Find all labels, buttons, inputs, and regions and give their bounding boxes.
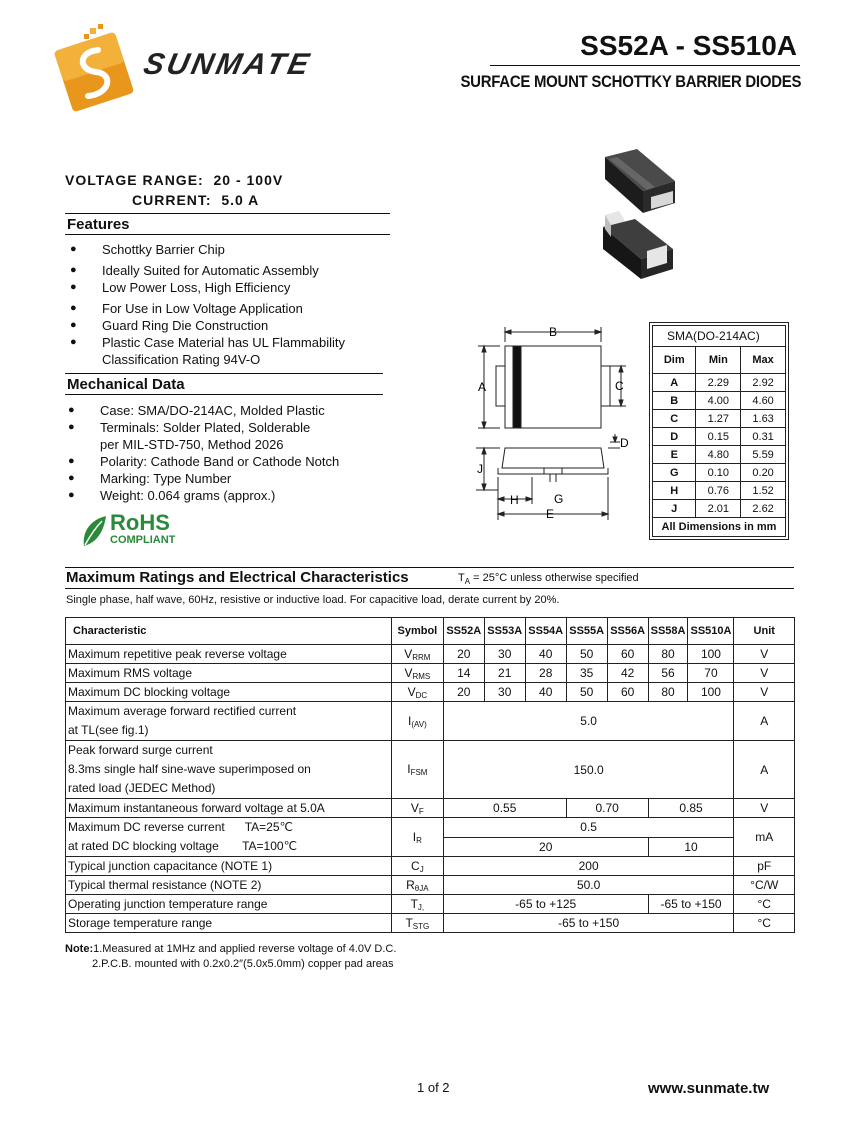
table-row — [66, 876, 795, 895]
title-rule — [490, 65, 800, 66]
dim-cell: 2.29 — [696, 374, 741, 392]
unit-cell: V — [734, 645, 795, 664]
features-heading: Features — [67, 216, 130, 233]
list-item: ● Guard Ring Die Construction — [66, 317, 396, 334]
value-cell: 35 — [566, 664, 607, 683]
temp-note-sub: A — [464, 577, 471, 587]
row-symbol — [391, 799, 443, 818]
note-2: 2.P.C.B. mounted with 0.2x0.2″(5.0x5.0mm) copper pad areas — [92, 958, 394, 970]
symbol-sub: J — [419, 864, 424, 874]
table-row — [653, 446, 786, 464]
row-label: Typical junction capacitance (NOTE 1) — [66, 857, 392, 876]
value-cell: 14 — [443, 664, 484, 683]
symbol-sub: R — [416, 835, 422, 845]
ratings-temp-note — [458, 572, 639, 586]
ratings-bottom-rule — [65, 588, 794, 589]
outline-drawing — [470, 322, 630, 522]
symbol-sub: DC — [415, 690, 428, 700]
dim-header: Min — [696, 347, 741, 374]
features-top-rule — [65, 213, 390, 214]
voltage-label: VOLTAGE RANGE: — [65, 172, 204, 188]
brand-name: SUNMATE — [140, 48, 315, 81]
mechanical-list — [64, 402, 394, 504]
mechanical-heading: Mechanical Data — [67, 376, 185, 393]
col-symbol: Symbol — [391, 618, 443, 645]
row-symbol — [391, 914, 443, 933]
value-cell: 30 — [484, 683, 525, 702]
row-symbol — [391, 741, 443, 799]
page-subtitle: SURFACE MOUNT SCHOTTKY BARRIER DIODES — [460, 72, 801, 91]
rohs-text: RoHS — [110, 510, 170, 535]
dim-cell: E — [653, 446, 696, 464]
dim-label-j: J — [477, 462, 483, 476]
dim-cell: 2.01 — [696, 500, 741, 518]
dim-header: Max — [741, 347, 786, 374]
row-label: Typical thermal resistance (NOTE 2) — [66, 876, 392, 895]
voltage-range — [65, 172, 283, 188]
dim-label-d: D — [620, 436, 629, 450]
row-symbol — [391, 645, 443, 664]
dim-label-b: B — [549, 325, 558, 339]
col-part: SS58A — [648, 618, 688, 645]
rohs-compliant: COMPLIANT — [110, 534, 176, 546]
table-row — [66, 702, 795, 741]
table-row — [66, 895, 795, 914]
label-line: 8.3ms single half sine-wave superimposed on — [68, 762, 311, 776]
list-item: ● Schottky Barrier Chip — [66, 241, 396, 258]
symbol-sub: RMS — [412, 671, 431, 681]
col-part: SS55A — [566, 618, 607, 645]
mechanical-bottom-rule — [65, 394, 383, 395]
dim-table-footer: All Dimensions in mm — [653, 518, 786, 537]
row-symbol — [391, 818, 443, 857]
unit-cell: °C/W — [734, 876, 795, 895]
table-row — [653, 482, 786, 500]
logo-emblem-icon — [48, 22, 140, 114]
symbol-main: I — [407, 713, 412, 728]
label-line: Maximum DC reverse current — [68, 820, 225, 834]
list-item: ● For Use in Low Voltage Application — [66, 300, 396, 317]
value-cell: 40 — [525, 645, 566, 664]
col-part: SS56A — [607, 618, 648, 645]
symbol-main: I — [412, 829, 417, 844]
value-cell: 0.70 — [566, 799, 648, 818]
col-part: SS53A — [484, 618, 525, 645]
page-title: SS52A - SS510A — [580, 30, 797, 61]
value-cell: 100 — [688, 683, 734, 702]
dim-cell: 1.63 — [741, 410, 786, 428]
table-header-row — [66, 618, 795, 645]
label-line: at TL(see fig.1) — [68, 723, 149, 737]
unit-cell: °C — [734, 895, 795, 914]
dim-cell: B — [653, 392, 696, 410]
unit-cell: V — [734, 799, 795, 818]
unit-cell: A — [734, 741, 795, 799]
dimension-table-box — [649, 322, 789, 540]
value-cell: 20 — [443, 683, 484, 702]
table-row — [66, 818, 795, 838]
value-cell: -65 to +125 — [443, 895, 648, 914]
symbol-main: V — [407, 684, 416, 699]
table-row — [653, 500, 786, 518]
mechanical-top-rule — [65, 373, 383, 374]
table-row — [653, 392, 786, 410]
ratings-heading: Maximum Ratings and Electrical Characteristics — [66, 569, 409, 586]
table-row — [66, 857, 795, 876]
ratings-table — [65, 617, 795, 933]
col-part: SS510A — [688, 618, 734, 645]
dim-label-g: G — [554, 492, 564, 506]
value-cell: -65 to +150 — [648, 895, 734, 914]
list-item: ● Marking: Type Number — [64, 470, 394, 487]
label-line: Maximum average forward rectified current — [68, 704, 297, 718]
row-symbol — [391, 664, 443, 683]
value-cell: 20 — [443, 837, 648, 857]
dim-cell: 2.62 — [741, 500, 786, 518]
leaf-icon — [80, 514, 108, 548]
dim-cell: H — [653, 482, 696, 500]
dim-cell: 4.80 — [696, 446, 741, 464]
list-item: Classification Rating 94V-O — [102, 352, 261, 367]
notes — [65, 942, 396, 972]
row-label: Maximum RMS voltage — [66, 664, 392, 683]
list-item: ● Polarity: Cathode Band or Cathode Notch — [64, 453, 394, 470]
row-label: Maximum repetitive peak reverse voltage — [66, 645, 392, 664]
current-rating — [132, 192, 259, 208]
value-cell: 40 — [525, 683, 566, 702]
ratings-top-rule — [65, 567, 794, 568]
dim-label-c: C — [615, 379, 624, 393]
row-label: Storage temperature range — [66, 914, 392, 933]
row-symbol — [391, 683, 443, 702]
dim-label-a: A — [478, 380, 487, 394]
value-cell: 5.0 — [443, 702, 734, 741]
rohs-badge — [80, 510, 190, 549]
dim-header: Dim — [653, 347, 696, 374]
list-item: ● Weight: 0.064 grams (approx.) — [64, 487, 394, 504]
dim-cell: 4.00 — [696, 392, 741, 410]
dim-cell: 0.76 — [696, 482, 741, 500]
row-label: Maximum instantaneous forward voltage at 5.0A — [66, 799, 392, 818]
value-cell: 80 — [648, 645, 688, 664]
label-line: rated load (JEDEC Method) — [68, 781, 216, 795]
row-label — [66, 702, 392, 741]
symbol-main: T — [410, 896, 418, 911]
table-row — [66, 914, 795, 933]
brand-logo — [48, 22, 318, 112]
features-bottom-rule — [65, 234, 390, 235]
value-cell: 28 — [525, 664, 566, 683]
row-symbol — [391, 895, 443, 914]
website-url: www.sunmate.tw — [648, 1080, 770, 1097]
col-characteristic: Characteristic — [66, 618, 392, 645]
col-unit: Unit — [734, 618, 795, 645]
unit-cell: V — [734, 683, 795, 702]
value-cell: 0.85 — [648, 799, 734, 818]
value-cell: 50 — [566, 683, 607, 702]
value-cell: 0.5 — [443, 818, 734, 838]
col-part: SS54A — [525, 618, 566, 645]
symbol-main: C — [411, 858, 420, 873]
condition: TA=100℃ — [242, 839, 298, 853]
dim-cell: J — [653, 500, 696, 518]
symbol-main: I — [407, 762, 411, 776]
row-symbol — [391, 876, 443, 895]
symbol-main: V — [404, 646, 413, 661]
label-line: at rated DC blocking voltage — [68, 839, 219, 853]
table-row — [653, 410, 786, 428]
dim-label-e: E — [546, 507, 555, 521]
package-photo — [595, 145, 685, 285]
dim-cell: 1.27 — [696, 410, 741, 428]
unit-cell: A — [734, 702, 795, 741]
value-cell: 100 — [688, 645, 734, 664]
value-cell: 21 — [484, 664, 525, 683]
value-cell: 10 — [648, 837, 734, 857]
table-row — [66, 683, 795, 702]
current-label: CURRENT: — [132, 192, 212, 208]
list-item: per MIL-STD-750, Method 2026 — [100, 437, 284, 452]
symbol-main: T — [405, 915, 413, 930]
symbol-sub: STG — [412, 921, 430, 931]
row-label: Maximum DC blocking voltage — [66, 683, 392, 702]
value-cell: 60 — [607, 645, 648, 664]
condition: TA=25℃ — [244, 820, 293, 834]
current-value: 5.0 A — [221, 192, 260, 208]
page-number: 1 of 2 — [417, 1080, 450, 1095]
dimension-table — [652, 325, 786, 537]
symbol-sub: J, — [417, 902, 425, 912]
value-cell: 50.0 — [443, 876, 734, 895]
value-cell: 20 — [443, 645, 484, 664]
label-line: Peak forward surge current — [68, 743, 213, 757]
row-label — [66, 818, 392, 857]
dim-label-h: H — [510, 493, 519, 507]
value-cell: 200 — [443, 857, 734, 876]
list-item: ● Case: SMA/DO-214AC, Molded Plastic — [64, 402, 394, 419]
table-row — [66, 664, 795, 683]
list-item: ● Terminals: Solder Plated, Solderable — [64, 419, 394, 436]
dim-cell: 0.15 — [696, 428, 741, 446]
list-item: ● Ideally Suited for Automatic Assembly — [66, 262, 396, 279]
value-cell: 80 — [648, 683, 688, 702]
row-symbol — [391, 857, 443, 876]
note-1: 1.Measured at 1MHz and applied reverse voltage of 4.0V D.C. — [93, 943, 397, 955]
symbol-sub: F — [418, 806, 424, 816]
dim-cell: 5.59 — [741, 446, 786, 464]
table-row — [653, 374, 786, 392]
value-cell: 0.55 — [443, 799, 566, 818]
table-row — [66, 799, 795, 818]
table-row — [653, 428, 786, 446]
dim-cell: C — [653, 410, 696, 428]
dim-cell: 0.20 — [741, 464, 786, 482]
dim-table-title: SMA(DO-214AC) — [653, 326, 786, 347]
row-label: Operating junction temperature range — [66, 895, 392, 914]
value-cell: 30 — [484, 645, 525, 664]
table-row — [66, 645, 795, 664]
value-cell: 50 — [566, 645, 607, 664]
notes-prefix: Note: — [65, 943, 94, 955]
value-cell: 56 — [648, 664, 688, 683]
symbol-sub: (AV) — [411, 719, 427, 729]
row-label — [66, 741, 392, 799]
dim-cell: A — [653, 374, 696, 392]
row-symbol — [391, 702, 443, 741]
list-item: ● Low Power Loss, High Efficiency — [66, 279, 396, 296]
symbol-sub: RRM — [412, 652, 431, 662]
value-cell: 70 — [688, 664, 734, 683]
unit-cell: pF — [734, 857, 795, 876]
unit-cell: °C — [734, 914, 795, 933]
unit-cell: V — [734, 664, 795, 683]
voltage-value: 20 - 100V — [213, 172, 284, 188]
dim-cell: 0.31 — [741, 428, 786, 446]
features-list — [66, 241, 396, 368]
ratings-note-line: Single phase, half wave, 60Hz, resistive or inductive load. For capacitive load, derate current by 20%. — [66, 594, 560, 606]
symbol-main: V — [404, 665, 413, 680]
value-cell: 150.0 — [443, 741, 734, 799]
dim-cell: 1.52 — [741, 482, 786, 500]
temp-note-t: T — [458, 572, 465, 584]
value-cell: -65 to +150 — [443, 914, 734, 933]
symbol-main: R — [406, 877, 415, 892]
symbol-sub: θJA — [414, 883, 429, 893]
dim-cell: 0.10 — [696, 464, 741, 482]
temp-note-rest: = 25°C unless otherwise specified — [470, 572, 639, 584]
dim-cell: 4.60 — [741, 392, 786, 410]
table-row — [66, 741, 795, 799]
unit-cell: mA — [734, 818, 795, 857]
table-row — [653, 464, 786, 482]
col-part: SS52A — [443, 618, 484, 645]
symbol-sub: FSM — [410, 768, 428, 777]
dim-cell: G — [653, 464, 696, 482]
dim-cell: D — [653, 428, 696, 446]
value-cell: 60 — [607, 683, 648, 702]
dim-cell: 2.92 — [741, 374, 786, 392]
value-cell: 42 — [607, 664, 648, 683]
list-item: ● Plastic Case Material has UL Flammability — [66, 334, 396, 351]
symbol-main: V — [410, 800, 419, 815]
